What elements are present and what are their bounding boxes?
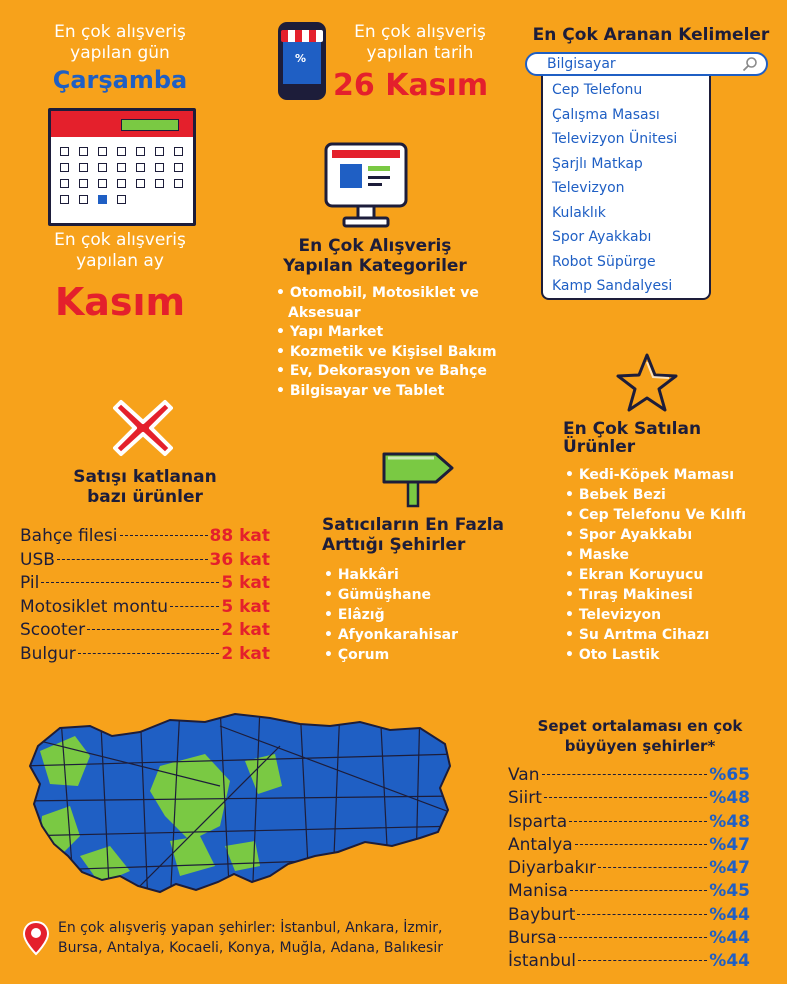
seller-cities-title: Satıcıların En Fazla Arttığı Şehirler bbox=[322, 515, 505, 555]
bullet: • bbox=[276, 343, 290, 360]
multiplied-row bbox=[20, 619, 270, 643]
bullet: • bbox=[276, 285, 290, 301]
phone-badge: % bbox=[295, 52, 307, 65]
category-item bbox=[276, 382, 536, 402]
phone-shop-icon bbox=[278, 22, 326, 100]
products-list bbox=[565, 465, 785, 665]
product-item-text: Maske bbox=[578, 547, 629, 563]
basket-row-label: Siirt bbox=[508, 788, 542, 809]
multiplied-row-label: Motosiklet montu bbox=[20, 596, 168, 617]
seller-cities-list bbox=[324, 565, 524, 665]
product-item bbox=[565, 645, 785, 665]
calendar-cell bbox=[174, 163, 183, 172]
basket-row bbox=[508, 764, 750, 787]
category-item bbox=[276, 284, 536, 323]
multiplied-row-value: 5 kat bbox=[221, 573, 270, 594]
calendar-cell bbox=[79, 179, 88, 188]
bullet: • bbox=[565, 647, 579, 663]
calendar-cell bbox=[60, 195, 69, 204]
product-item bbox=[565, 585, 785, 605]
product-item-text: Ekran Koruyucu bbox=[578, 567, 704, 583]
basket-row-value: %47 bbox=[709, 834, 750, 855]
multiplied-row-label: Scooter bbox=[20, 620, 86, 641]
basket-row-value: %48 bbox=[709, 788, 750, 809]
bullet: • bbox=[565, 487, 579, 503]
basket-row bbox=[508, 834, 750, 857]
category-item-text: Otomobil, Motosiklet ve Aksesuar bbox=[288, 285, 479, 321]
seller-city-item bbox=[324, 645, 524, 665]
dash-leader bbox=[577, 914, 707, 915]
seller-city-item bbox=[324, 625, 524, 645]
product-item bbox=[565, 605, 785, 625]
dash-leader bbox=[170, 606, 219, 607]
category-item-text: Yapı Market bbox=[289, 324, 384, 340]
basket-row-label: Diyarbakır bbox=[508, 858, 597, 879]
basket-list bbox=[508, 764, 750, 974]
basket-row-label: Bursa bbox=[508, 928, 557, 949]
calendar-icon bbox=[48, 108, 196, 226]
bullet: • bbox=[565, 627, 579, 643]
basket-row-label: Van bbox=[508, 765, 540, 785]
product-item bbox=[565, 625, 785, 645]
seller-city-item-text: Gümüşhane bbox=[337, 587, 432, 603]
seller-city-item-text: Çorum bbox=[337, 647, 390, 663]
calendar-cell bbox=[60, 147, 69, 156]
dash-leader bbox=[87, 629, 219, 630]
dash-leader bbox=[57, 559, 208, 560]
calendar-cell bbox=[79, 147, 88, 156]
basket-row-label: Antalya bbox=[508, 834, 573, 855]
month-value: Kasım bbox=[54, 280, 186, 324]
category-item bbox=[276, 323, 536, 343]
multiplied-list bbox=[20, 525, 270, 667]
keyword-item[interactable]: Kulaklık bbox=[552, 204, 606, 221]
bullet: • bbox=[324, 647, 338, 663]
basket-row bbox=[508, 904, 750, 927]
top-cities-text: En çok alışveriş yapan şehirler: İstanbul, Ankara, İzmir, Bursa, Antalya, Kocaeli, Konya, Muğla, Adana, Balıkesir bbox=[58, 920, 443, 956]
keyword-item[interactable]: Televizyon bbox=[552, 180, 625, 196]
basket-row-label: Isparta bbox=[508, 811, 568, 832]
multiplied-row-value: 2 kat bbox=[221, 620, 270, 641]
multiplied-row-label: Pil bbox=[20, 573, 40, 594]
calendar-cell bbox=[136, 147, 145, 156]
dash-leader bbox=[542, 774, 708, 775]
basket-row-label: İstanbul bbox=[508, 951, 577, 972]
product-item bbox=[565, 485, 785, 505]
category-item-text: Ev, Dekorasyon ve Bahçe bbox=[289, 363, 487, 379]
calendar-cell bbox=[174, 147, 183, 156]
product-item bbox=[565, 525, 785, 545]
basket-title: Sepet ortalaması en çok büyüyen şehirler* bbox=[537, 717, 743, 755]
search-icon bbox=[742, 56, 758, 72]
calendar-cell bbox=[117, 163, 126, 172]
category-item bbox=[276, 343, 536, 363]
calendar-cell bbox=[117, 179, 126, 188]
product-item-text: Kedi-Köpek Maması bbox=[578, 467, 735, 483]
x-icon bbox=[113, 398, 173, 458]
calendar-cell bbox=[98, 179, 107, 188]
multiplied-row bbox=[20, 549, 270, 573]
product-item-text: Spor Ayakkabı bbox=[578, 527, 693, 543]
search-input[interactable] bbox=[525, 52, 768, 76]
dash-leader bbox=[559, 937, 708, 938]
product-item-text: Tıraş Makinesi bbox=[578, 587, 693, 603]
product-item bbox=[565, 505, 785, 525]
bullet: • bbox=[276, 382, 290, 399]
bullet: • bbox=[276, 363, 290, 379]
bullet: • bbox=[324, 567, 338, 583]
product-item-text: Cep Telefonu Ve Kılıfı bbox=[578, 507, 747, 523]
calendar-cell bbox=[155, 195, 164, 204]
multiplied-row-value: 88 kat bbox=[209, 526, 270, 546]
bullet: • bbox=[565, 607, 579, 623]
keyword-item[interactable]: Kamp Sandalyesi bbox=[552, 278, 673, 294]
seller-city-item bbox=[324, 565, 524, 585]
product-item-text: Oto Lastik bbox=[578, 647, 660, 663]
basket-row-value: %44 bbox=[709, 951, 750, 972]
search-query: Bilgisayar bbox=[547, 56, 616, 72]
basket-row bbox=[508, 811, 750, 834]
dash-leader bbox=[575, 844, 708, 845]
day-value: Çarşamba bbox=[52, 66, 188, 94]
basket-row bbox=[508, 880, 750, 903]
keyword-item[interactable]: Cep Telefonu bbox=[552, 82, 643, 98]
bullet: • bbox=[324, 587, 338, 603]
dash-leader bbox=[41, 582, 219, 583]
basket-row bbox=[508, 787, 750, 810]
seller-city-item bbox=[324, 605, 524, 625]
keyword-item[interactable]: Şarjlı Matkap bbox=[552, 155, 643, 172]
signpost-icon bbox=[378, 450, 456, 508]
bullet: • bbox=[565, 547, 579, 563]
product-item bbox=[565, 565, 785, 585]
products-title: En Çok Satılan Ürünler bbox=[563, 419, 702, 457]
location-pin-icon bbox=[22, 920, 50, 956]
multiplied-row bbox=[20, 596, 270, 620]
dash-leader bbox=[120, 535, 208, 536]
seller-city-item-text: Afyonkarahisar bbox=[337, 627, 459, 643]
product-item-text: Bebek Bezi bbox=[578, 487, 666, 503]
calendar-cell bbox=[136, 163, 145, 172]
keyword-item[interactable]: Spor Ayakkabı bbox=[552, 229, 652, 245]
category-item-text: Bilgisayar ve Tablet bbox=[289, 382, 445, 399]
bullet: • bbox=[565, 467, 579, 483]
dash-leader bbox=[78, 653, 220, 654]
basket-row-value: %44 bbox=[709, 928, 750, 949]
product-item bbox=[565, 545, 785, 565]
calendar-cell bbox=[136, 179, 145, 188]
bullet: • bbox=[565, 567, 579, 583]
basket-row bbox=[508, 857, 750, 880]
calendar-cell bbox=[136, 195, 145, 204]
calendar-cell bbox=[79, 163, 88, 172]
multiplied-row-value: 2 kat bbox=[221, 643, 270, 664]
calendar-cell bbox=[174, 179, 183, 188]
date-value: 26 Kasım bbox=[333, 68, 489, 103]
calendar-cell bbox=[98, 147, 107, 156]
category-item-text: Kozmetik ve Kişisel Bakım bbox=[289, 343, 497, 360]
keyword-item[interactable]: Çalışma Masası bbox=[552, 106, 660, 123]
calendar-cell bbox=[117, 147, 126, 156]
product-item-text: Su Arıtma Cihazı bbox=[578, 627, 710, 643]
calendar-cell bbox=[60, 179, 69, 188]
keyword-item[interactable]: Robot Süpürge bbox=[552, 253, 656, 270]
categories-title: En Çok Alışveriş Yapılan Kategoriler bbox=[283, 236, 467, 276]
basket-row-value: %65 bbox=[709, 765, 750, 785]
dash-leader bbox=[578, 960, 707, 961]
month-caption: En çok alışveriş yapılan ay bbox=[54, 230, 186, 271]
calendar-cell bbox=[155, 179, 164, 188]
star-icon bbox=[614, 352, 680, 414]
calendar-cell bbox=[98, 163, 107, 172]
keywords-title: En Çok Aranan Kelimeler bbox=[532, 25, 770, 45]
dash-leader bbox=[544, 797, 707, 798]
product-item bbox=[565, 465, 785, 485]
product-item-text: Televizyon bbox=[578, 607, 662, 623]
date-caption: En çok alışveriş yapılan tarih bbox=[354, 22, 486, 63]
calendar-cell bbox=[79, 195, 88, 204]
calendar-cell bbox=[60, 163, 69, 172]
day-caption: En çok alışveriş yapılan gün bbox=[54, 22, 186, 63]
keywords-dropdown bbox=[541, 74, 711, 300]
bullet: • bbox=[324, 607, 338, 623]
basket-row-value: %47 bbox=[709, 858, 750, 879]
seller-city-item-text: Elâzığ bbox=[337, 607, 385, 623]
calendar-cell bbox=[155, 147, 164, 156]
bullet: • bbox=[565, 507, 579, 523]
calendar-cell bbox=[98, 195, 107, 204]
category-item bbox=[276, 362, 536, 382]
seller-city-item bbox=[324, 585, 524, 605]
basket-row-label: Manisa bbox=[508, 881, 568, 902]
seller-city-item-text: Hakkâri bbox=[337, 567, 399, 583]
multiplied-row-label: Bulgur bbox=[20, 643, 76, 664]
basket-row-value: %44 bbox=[709, 904, 750, 925]
calendar-cell bbox=[155, 163, 164, 172]
basket-row bbox=[508, 950, 750, 973]
multiplied-row-label: USB bbox=[20, 549, 55, 570]
dash-leader bbox=[570, 890, 707, 891]
basket-row-value: %48 bbox=[709, 811, 750, 832]
bullet: • bbox=[324, 627, 338, 643]
turkey-map bbox=[20, 706, 460, 906]
bullet: • bbox=[565, 527, 579, 543]
multiplied-row bbox=[20, 525, 270, 549]
multiplied-title: Satışı katlanan bazı ürünler bbox=[73, 467, 217, 507]
categories-list bbox=[276, 284, 536, 401]
basket-row-value: %45 bbox=[709, 881, 750, 902]
multiplied-row-value: 5 kat bbox=[221, 596, 270, 617]
multiplied-row bbox=[20, 572, 270, 596]
calendar-cell bbox=[174, 195, 183, 204]
dash-leader bbox=[598, 867, 707, 868]
multiplied-row-label: Bahçe filesi bbox=[20, 526, 118, 546]
multiplied-row bbox=[20, 643, 270, 667]
basket-row-label: Bayburt bbox=[508, 904, 576, 925]
bullet: • bbox=[565, 587, 579, 603]
basket-row bbox=[508, 927, 750, 950]
keyword-item[interactable]: Televizyon Ünitesi bbox=[552, 131, 678, 147]
bullet: • bbox=[276, 324, 290, 340]
multiplied-row-value: 36 kat bbox=[209, 549, 270, 570]
calendar-cell bbox=[117, 195, 126, 204]
monitor-shop-icon bbox=[322, 140, 410, 232]
dash-leader bbox=[569, 821, 707, 822]
